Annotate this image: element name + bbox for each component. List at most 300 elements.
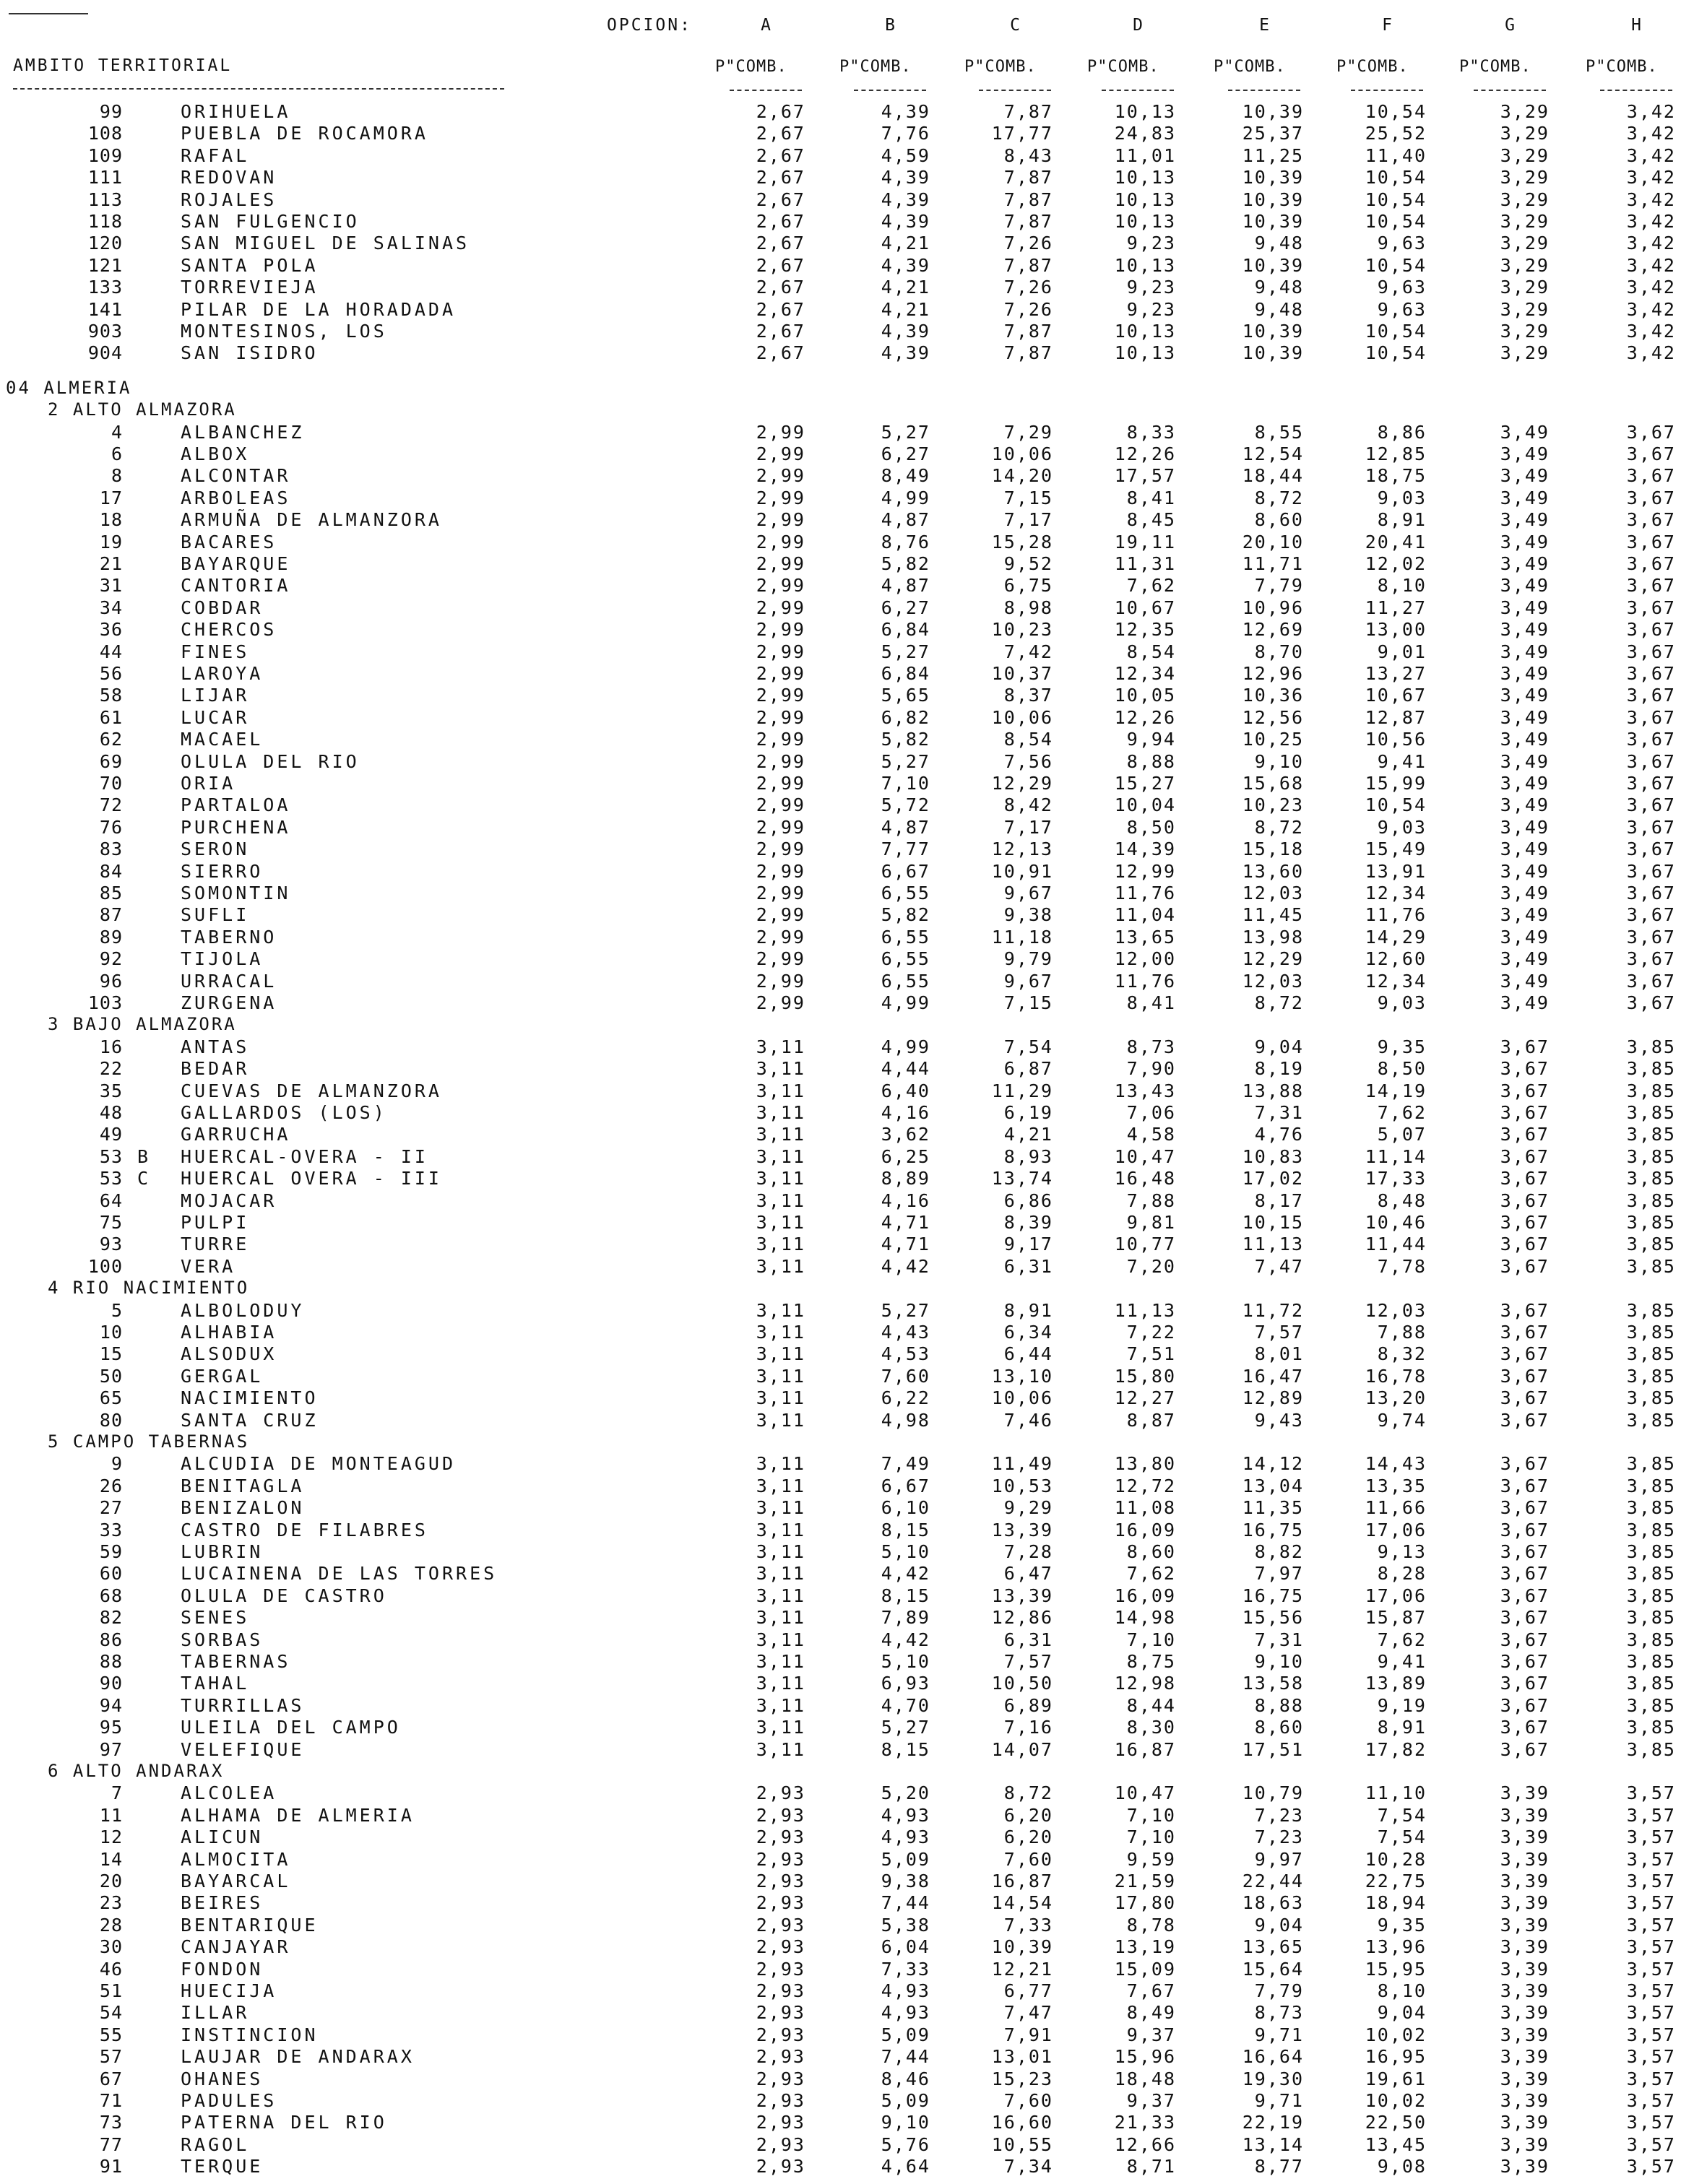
value-a: 2,93 bbox=[756, 1892, 805, 1914]
value-f: 17,33 bbox=[1365, 1168, 1427, 1190]
value-h: 3,42 bbox=[1626, 342, 1676, 364]
municipality-name: ARMUÑA DE ALMANZORA bbox=[181, 509, 442, 531]
table-row bbox=[0, 342, 1694, 364]
municipality-name: REDOVAN bbox=[181, 167, 277, 188]
value-f: 9,35 bbox=[1377, 1914, 1427, 1936]
value-d: 9,37 bbox=[1126, 2024, 1176, 2045]
value-b: 4,39 bbox=[881, 342, 930, 364]
value-c: 8,93 bbox=[1003, 1145, 1053, 1167]
value-f: 12,60 bbox=[1365, 948, 1427, 970]
municipality-code: 65 bbox=[99, 1387, 123, 1409]
municipality-code: 12 bbox=[99, 1826, 123, 1848]
value-a: 3,11 bbox=[756, 1607, 805, 1629]
value-b: 5,09 bbox=[881, 2024, 930, 2045]
municipality-code: 95 bbox=[99, 1717, 123, 1738]
value-g: 3,29 bbox=[1500, 277, 1550, 298]
value-f: 16,78 bbox=[1365, 1365, 1427, 1387]
value-f: 12,02 bbox=[1365, 553, 1427, 574]
value-e: 10,25 bbox=[1242, 729, 1304, 750]
municipality-name: LUBRIN bbox=[181, 1541, 264, 1562]
value-d: 11,04 bbox=[1114, 904, 1176, 926]
municipality-code: 61 bbox=[99, 706, 123, 728]
value-e: 12,56 bbox=[1242, 706, 1304, 728]
value-e: 11,45 bbox=[1242, 904, 1304, 926]
value-d: 8,60 bbox=[1126, 1541, 1176, 1562]
value-b: 5,76 bbox=[881, 2133, 930, 2155]
municipality-code: 99 bbox=[99, 101, 123, 122]
value-a: 2,99 bbox=[756, 904, 805, 926]
value-g: 3,67 bbox=[1500, 1080, 1550, 1101]
value-e: 8,01 bbox=[1254, 1343, 1304, 1365]
value-d: 15,09 bbox=[1114, 1958, 1176, 1980]
value-d: 8,41 bbox=[1126, 992, 1176, 1013]
value-c: 7,33 bbox=[1003, 1914, 1053, 1936]
municipality-code: 76 bbox=[99, 816, 123, 838]
column-e-header: P"COMB. bbox=[1214, 58, 1286, 76]
value-e: 8,72 bbox=[1254, 992, 1304, 1013]
municipality-name: SUFLI bbox=[181, 904, 250, 926]
value-g: 3,67 bbox=[1500, 1255, 1550, 1277]
value-d: 8,50 bbox=[1126, 816, 1176, 838]
value-b: 5,10 bbox=[881, 1541, 930, 1562]
municipality-name: URRACAL bbox=[181, 970, 277, 992]
value-g: 3,49 bbox=[1500, 926, 1550, 948]
municipality-name: GALLARDOS (LOS) bbox=[181, 1102, 387, 1123]
value-b: 8,49 bbox=[881, 465, 930, 487]
table-row bbox=[0, 619, 1694, 641]
value-a: 2,93 bbox=[756, 2090, 805, 2111]
value-h: 3,57 bbox=[1626, 1936, 1676, 1958]
municipality-code: 69 bbox=[99, 750, 123, 772]
value-a: 3,11 bbox=[756, 1497, 805, 1519]
value-d: 14,39 bbox=[1114, 838, 1176, 860]
value-d: 10,13 bbox=[1114, 167, 1176, 188]
value-c: 10,06 bbox=[991, 1387, 1053, 1409]
municipality-code: 85 bbox=[99, 883, 123, 904]
table-row bbox=[0, 1892, 1694, 1914]
value-a: 2,99 bbox=[756, 553, 805, 574]
value-f: 15,49 bbox=[1365, 838, 1427, 860]
municipality-code: 86 bbox=[99, 1629, 123, 1650]
value-e: 15,18 bbox=[1242, 838, 1304, 860]
municipality-name: PUEBLA DE ROCAMORA bbox=[181, 123, 428, 144]
table-row bbox=[0, 1058, 1694, 1080]
value-d: 10,77 bbox=[1114, 1234, 1176, 1255]
value-d: 9,59 bbox=[1126, 1848, 1176, 1870]
value-g: 3,67 bbox=[1500, 1541, 1550, 1562]
value-b: 8,15 bbox=[881, 1585, 930, 1606]
value-a: 2,99 bbox=[756, 465, 805, 487]
table-row bbox=[0, 321, 1694, 342]
municipality-code: 53 bbox=[99, 1168, 123, 1190]
value-f: 9,04 bbox=[1377, 2002, 1427, 2024]
municipality-name: BEIRES bbox=[181, 1892, 264, 1914]
value-b: 4,42 bbox=[881, 1255, 930, 1277]
value-b: 4,93 bbox=[881, 1980, 930, 2001]
value-a: 2,67 bbox=[756, 342, 805, 364]
value-g: 3,67 bbox=[1500, 1145, 1550, 1167]
value-c: 10,55 bbox=[991, 2133, 1053, 2155]
value-g: 3,39 bbox=[1500, 2002, 1550, 2024]
value-h: 3,57 bbox=[1626, 1871, 1676, 1892]
value-b: 4,93 bbox=[881, 1826, 930, 1848]
value-f: 10,67 bbox=[1365, 685, 1427, 706]
value-a: 2,99 bbox=[756, 619, 805, 641]
ambito-label: AMBITO TERRITORIAL bbox=[13, 56, 233, 75]
table-row bbox=[0, 729, 1694, 750]
value-a: 2,67 bbox=[756, 123, 805, 144]
value-a: 3,11 bbox=[756, 1343, 805, 1365]
value-e: 7,31 bbox=[1254, 1629, 1304, 1650]
column-d-underline bbox=[1102, 90, 1174, 91]
value-a: 3,11 bbox=[756, 1058, 805, 1080]
value-g: 3,29 bbox=[1500, 167, 1550, 188]
municipality-code: 141 bbox=[87, 298, 123, 320]
municipality-name: VELEFIQUE bbox=[181, 1738, 305, 1760]
municipality-code: 120 bbox=[87, 233, 123, 254]
value-f: 9,63 bbox=[1377, 277, 1427, 298]
value-c: 7,34 bbox=[1003, 2156, 1053, 2178]
value-a: 2,67 bbox=[756, 298, 805, 320]
value-b: 5,27 bbox=[881, 421, 930, 443]
table-row bbox=[0, 488, 1694, 509]
value-c: 7,15 bbox=[1003, 992, 1053, 1013]
value-a: 2,67 bbox=[756, 101, 805, 122]
table-row bbox=[0, 465, 1694, 487]
value-c: 10,23 bbox=[991, 619, 1053, 641]
value-e: 7,79 bbox=[1254, 1980, 1304, 2001]
value-e: 10,36 bbox=[1242, 685, 1304, 706]
value-g: 3,49 bbox=[1500, 575, 1550, 597]
table-row bbox=[0, 255, 1694, 277]
value-d: 9,23 bbox=[1126, 298, 1176, 320]
value-c: 7,87 bbox=[1003, 101, 1053, 122]
value-b: 9,38 bbox=[881, 1871, 930, 1892]
municipality-code: 67 bbox=[99, 2068, 123, 2089]
value-d: 19,11 bbox=[1114, 531, 1176, 552]
table-row bbox=[0, 794, 1694, 816]
value-d: 8,88 bbox=[1126, 750, 1176, 772]
value-g: 3,29 bbox=[1500, 188, 1550, 210]
value-h: 3,85 bbox=[1626, 1717, 1676, 1738]
value-e: 10,39 bbox=[1242, 342, 1304, 364]
option-h-label: H bbox=[1631, 16, 1641, 35]
municipality-name: TIJOLA bbox=[181, 948, 264, 970]
municipality-code: 27 bbox=[99, 1497, 123, 1519]
value-a: 2,67 bbox=[756, 211, 805, 232]
value-b: 4,16 bbox=[881, 1102, 930, 1123]
value-f: 11,27 bbox=[1365, 597, 1427, 618]
municipality-name: ALHABIA bbox=[181, 1322, 277, 1343]
table-row bbox=[0, 971, 1694, 992]
value-e: 7,31 bbox=[1254, 1102, 1304, 1123]
municipality-code: 20 bbox=[99, 1871, 123, 1892]
value-e: 10,39 bbox=[1242, 254, 1304, 276]
value-e: 7,79 bbox=[1254, 575, 1304, 597]
value-g: 3,49 bbox=[1500, 487, 1550, 508]
municipality-name: TAHAL bbox=[181, 1673, 250, 1694]
municipality-code: 31 bbox=[99, 575, 123, 597]
municipality-code: 46 bbox=[99, 1958, 123, 1980]
value-b: 4,93 bbox=[881, 1804, 930, 1826]
value-c: 8,42 bbox=[1003, 794, 1053, 816]
value-d: 7,10 bbox=[1126, 1629, 1176, 1650]
value-h: 3,57 bbox=[1626, 2002, 1676, 2024]
municipality-name: BENITAGLA bbox=[181, 1475, 305, 1496]
value-d: 10,47 bbox=[1114, 1782, 1176, 1804]
table-row bbox=[0, 1959, 1694, 1980]
value-b: 4,59 bbox=[881, 144, 930, 166]
value-e: 10,39 bbox=[1242, 188, 1304, 210]
value-g: 3,67 bbox=[1500, 1694, 1550, 1716]
value-h: 3,85 bbox=[1626, 1387, 1676, 1409]
value-e: 13,65 bbox=[1242, 1936, 1304, 1958]
value-c: 13,10 bbox=[991, 1365, 1053, 1387]
value-e: 15,64 bbox=[1242, 1958, 1304, 1980]
value-g: 3,67 bbox=[1500, 1102, 1550, 1123]
value-g: 3,29 bbox=[1500, 342, 1550, 364]
value-a: 3,11 bbox=[756, 1299, 805, 1321]
value-h: 3,42 bbox=[1626, 321, 1676, 342]
value-e: 17,02 bbox=[1242, 1168, 1304, 1190]
municipality-name: ALBOLODUY bbox=[181, 1299, 305, 1321]
value-e: 22,44 bbox=[1242, 1871, 1304, 1892]
value-h: 3,57 bbox=[1626, 1914, 1676, 1936]
municipality-code: 94 bbox=[99, 1694, 123, 1716]
value-e: 7,57 bbox=[1254, 1322, 1304, 1343]
value-f: 20,41 bbox=[1365, 531, 1427, 552]
table-row bbox=[0, 2002, 1694, 2024]
value-a: 2,99 bbox=[756, 816, 805, 838]
value-a: 2,99 bbox=[756, 883, 805, 904]
value-d: 8,78 bbox=[1126, 1914, 1176, 1936]
value-d: 7,10 bbox=[1126, 1826, 1176, 1848]
option-e-label: E bbox=[1259, 16, 1269, 35]
value-g: 3,29 bbox=[1500, 144, 1550, 166]
value-g: 3,39 bbox=[1500, 1848, 1550, 1870]
municipality-code: 8 bbox=[111, 465, 123, 487]
value-c: 9,38 bbox=[1003, 904, 1053, 926]
municipality-code: 36 bbox=[99, 619, 123, 641]
value-e: 20,10 bbox=[1242, 531, 1304, 552]
value-a: 2,67 bbox=[756, 321, 805, 342]
value-c: 12,13 bbox=[991, 838, 1053, 860]
value-a: 2,67 bbox=[756, 233, 805, 254]
value-h: 3,57 bbox=[1626, 2046, 1676, 2068]
value-g: 3,39 bbox=[1500, 1936, 1550, 1958]
table-row bbox=[0, 443, 1694, 465]
municipality-name: RAGOL bbox=[181, 2133, 250, 2155]
value-c: 10,39 bbox=[991, 1936, 1053, 1958]
value-a: 3,11 bbox=[756, 1190, 805, 1211]
value-e: 13,14 bbox=[1242, 2133, 1304, 2155]
municipality-name: ALCONTAR bbox=[181, 465, 291, 487]
value-c: 7,60 bbox=[1003, 1848, 1053, 1870]
value-a: 3,11 bbox=[756, 1124, 805, 1145]
value-f: 15,95 bbox=[1365, 1958, 1427, 1980]
value-b: 4,99 bbox=[881, 992, 930, 1013]
value-e: 4,76 bbox=[1254, 1124, 1304, 1145]
value-c: 7,16 bbox=[1003, 1717, 1053, 1738]
value-b: 4,42 bbox=[881, 1629, 930, 1650]
value-a: 3,11 bbox=[756, 1145, 805, 1167]
value-h: 3,57 bbox=[1626, 2090, 1676, 2111]
value-f: 22,75 bbox=[1365, 1871, 1427, 1892]
municipality-name: ILLAR bbox=[181, 2002, 250, 2024]
value-f: 8,86 bbox=[1377, 421, 1427, 443]
value-c: 8,91 bbox=[1003, 1299, 1053, 1321]
value-h: 3,42 bbox=[1626, 254, 1676, 276]
value-h: 3,42 bbox=[1626, 298, 1676, 320]
value-h: 3,67 bbox=[1626, 926, 1676, 948]
municipality-name: LUCAR bbox=[181, 706, 250, 728]
value-d: 7,06 bbox=[1126, 1102, 1176, 1123]
value-e: 10,96 bbox=[1242, 597, 1304, 618]
table-row bbox=[0, 1497, 1694, 1519]
municipality-name: SANTA CRUZ bbox=[181, 1409, 319, 1431]
value-h: 3,85 bbox=[1626, 1607, 1676, 1629]
value-c: 7,87 bbox=[1003, 342, 1053, 364]
value-d: 13,65 bbox=[1114, 926, 1176, 948]
value-f: 12,85 bbox=[1365, 443, 1427, 464]
value-f: 10,54 bbox=[1365, 211, 1427, 232]
value-f: 13,91 bbox=[1365, 860, 1427, 882]
value-d: 10,13 bbox=[1114, 342, 1176, 364]
municipality-name: PARTALOA bbox=[181, 794, 291, 816]
value-g: 3,39 bbox=[1500, 1892, 1550, 1914]
value-h: 3,67 bbox=[1626, 992, 1676, 1013]
value-f: 9,03 bbox=[1377, 487, 1427, 508]
value-d: 10,13 bbox=[1114, 188, 1176, 210]
value-d: 10,05 bbox=[1114, 685, 1176, 706]
value-g: 3,49 bbox=[1500, 992, 1550, 1013]
table-row bbox=[0, 167, 1694, 188]
municipality-name: BAYARCAL bbox=[181, 1871, 291, 1892]
value-d: 12,72 bbox=[1114, 1475, 1176, 1496]
value-h: 3,57 bbox=[1626, 1848, 1676, 1870]
value-e: 15,68 bbox=[1242, 773, 1304, 794]
value-c: 7,17 bbox=[1003, 816, 1053, 838]
value-b: 4,99 bbox=[881, 487, 930, 508]
municipality-code: 64 bbox=[99, 1190, 123, 1211]
value-e: 12,29 bbox=[1242, 948, 1304, 970]
municipality-code: 103 bbox=[87, 992, 123, 1013]
value-c: 10,53 bbox=[991, 1475, 1053, 1496]
value-e: 7,23 bbox=[1254, 1804, 1304, 1826]
value-b: 5,10 bbox=[881, 1651, 930, 1672]
value-c: 13,74 bbox=[991, 1168, 1053, 1190]
value-h: 3,85 bbox=[1626, 1563, 1676, 1585]
table-row bbox=[0, 1585, 1694, 1607]
value-b: 4,39 bbox=[881, 321, 930, 342]
value-e: 10,39 bbox=[1242, 321, 1304, 342]
table-row bbox=[0, 145, 1694, 167]
value-d: 7,88 bbox=[1126, 1190, 1176, 1211]
value-e: 15,56 bbox=[1242, 1607, 1304, 1629]
value-a: 2,99 bbox=[756, 729, 805, 750]
value-d: 11,76 bbox=[1114, 883, 1176, 904]
value-h: 3,85 bbox=[1626, 1102, 1676, 1123]
value-c: 6,34 bbox=[1003, 1322, 1053, 1343]
value-h: 3,67 bbox=[1626, 597, 1676, 618]
value-d: 12,00 bbox=[1114, 948, 1176, 970]
value-c: 7,87 bbox=[1003, 188, 1053, 210]
value-g: 3,49 bbox=[1500, 883, 1550, 904]
table-row bbox=[0, 751, 1694, 773]
value-g: 3,29 bbox=[1500, 321, 1550, 342]
value-e: 19,30 bbox=[1242, 2068, 1304, 2089]
value-d: 10,47 bbox=[1114, 1145, 1176, 1167]
value-h: 3,67 bbox=[1626, 663, 1676, 684]
value-b: 3,62 bbox=[881, 1124, 930, 1145]
municipality-code: 14 bbox=[99, 1848, 123, 1870]
value-f: 8,91 bbox=[1377, 509, 1427, 531]
value-f: 9,63 bbox=[1377, 298, 1427, 320]
value-d: 8,73 bbox=[1126, 1036, 1176, 1057]
value-c: 7,87 bbox=[1003, 254, 1053, 276]
municipality-name: PULPI bbox=[181, 1212, 250, 1233]
value-a: 2,99 bbox=[756, 706, 805, 728]
value-b: 4,99 bbox=[881, 1036, 930, 1057]
value-c: 7,56 bbox=[1003, 750, 1053, 772]
value-d: 8,49 bbox=[1126, 2002, 1176, 2024]
value-d: 12,34 bbox=[1114, 663, 1176, 684]
value-e: 11,72 bbox=[1242, 1299, 1304, 1321]
municipality-code: 48 bbox=[99, 1102, 123, 1123]
value-g: 3,49 bbox=[1500, 685, 1550, 706]
value-c: 8,98 bbox=[1003, 597, 1053, 618]
value-c: 6,89 bbox=[1003, 1694, 1053, 1716]
value-d: 8,33 bbox=[1126, 421, 1176, 443]
table-row bbox=[0, 189, 1694, 211]
value-a: 2,93 bbox=[756, 1804, 805, 1826]
value-g: 3,67 bbox=[1500, 1387, 1550, 1409]
value-e: 13,60 bbox=[1242, 860, 1304, 882]
value-f: 8,10 bbox=[1377, 575, 1427, 597]
value-a: 3,11 bbox=[756, 1365, 805, 1387]
value-e: 18,44 bbox=[1242, 465, 1304, 487]
value-g: 3,49 bbox=[1500, 465, 1550, 487]
value-a: 2,93 bbox=[756, 2068, 805, 2089]
value-c: 6,77 bbox=[1003, 1980, 1053, 2001]
value-e: 8,77 bbox=[1254, 2156, 1304, 2178]
value-a: 2,99 bbox=[756, 970, 805, 992]
municipality-name: GERGAL bbox=[181, 1365, 264, 1387]
value-h: 3,85 bbox=[1626, 1453, 1676, 1475]
value-b: 7,89 bbox=[881, 1607, 930, 1629]
value-f: 17,82 bbox=[1365, 1738, 1427, 1760]
value-d: 18,48 bbox=[1114, 2068, 1176, 2089]
value-d: 7,62 bbox=[1126, 1563, 1176, 1585]
value-e: 12,54 bbox=[1242, 443, 1304, 464]
value-g: 3,67 bbox=[1500, 1497, 1550, 1519]
option-d-label: D bbox=[1133, 16, 1143, 35]
value-h: 3,67 bbox=[1626, 421, 1676, 443]
value-g: 3,39 bbox=[1500, 2156, 1550, 2178]
value-b: 4,21 bbox=[881, 298, 930, 320]
value-f: 9,08 bbox=[1377, 2156, 1427, 2178]
municipality-code: 77 bbox=[99, 2133, 123, 2155]
table-row bbox=[0, 861, 1694, 883]
municipality-name: BEDAR bbox=[181, 1058, 250, 1080]
value-g: 3,67 bbox=[1500, 1717, 1550, 1738]
value-g: 3,39 bbox=[1500, 1958, 1550, 1980]
value-g: 3,67 bbox=[1500, 1365, 1550, 1387]
value-g: 3,67 bbox=[1500, 1124, 1550, 1145]
value-c: 7,17 bbox=[1003, 509, 1053, 531]
table-row bbox=[0, 1212, 1694, 1234]
municipality-name: TABERNO bbox=[181, 926, 277, 948]
